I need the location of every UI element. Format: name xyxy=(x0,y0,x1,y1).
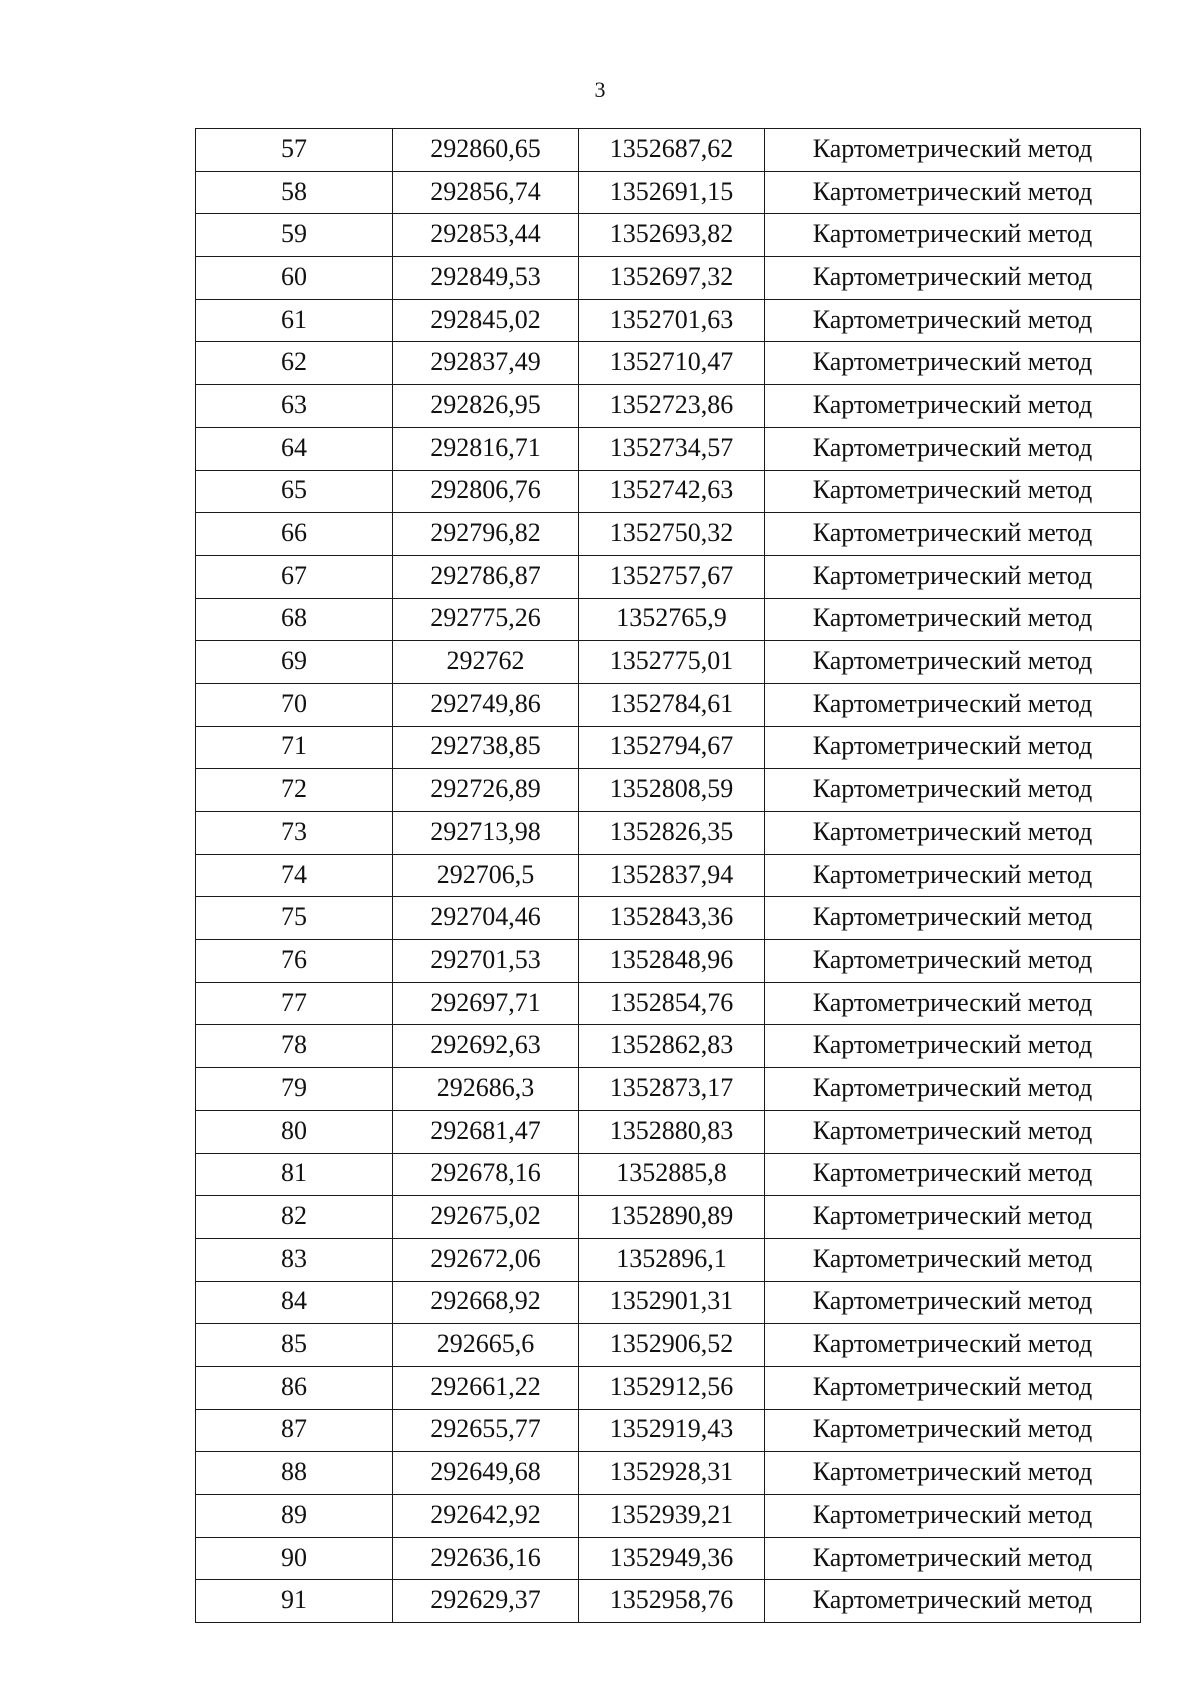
x-coordinate-cell: 292849,53 xyxy=(393,257,579,300)
method-cell: Картометрический метод xyxy=(765,555,1141,598)
table-row xyxy=(196,769,1141,812)
point-number-cell: 69 xyxy=(196,641,393,684)
x-coordinate-cell: 292636,16 xyxy=(393,1537,579,1580)
y-coordinate-cell: 1352949,36 xyxy=(579,1537,765,1580)
method-cell: Картометрический метод xyxy=(765,812,1141,855)
x-coordinate-cell: 292706,5 xyxy=(393,854,579,897)
y-coordinate-cell: 1352794,67 xyxy=(579,726,765,769)
x-coordinate-cell: 292665,6 xyxy=(393,1324,579,1367)
method-cell: Картометрический метод xyxy=(765,641,1141,684)
x-coordinate-cell: 292796,82 xyxy=(393,513,579,556)
table-row xyxy=(196,982,1141,1025)
method-cell: Картометрический метод xyxy=(765,342,1141,385)
point-number-cell: 87 xyxy=(196,1409,393,1452)
method-cell: Картометрический метод xyxy=(765,257,1141,300)
point-number-cell: 58 xyxy=(196,171,393,214)
method-cell: Картометрический метод xyxy=(765,940,1141,983)
table-row xyxy=(196,1495,1141,1538)
method-cell: Картометрический метод xyxy=(765,299,1141,342)
x-coordinate-cell: 292806,76 xyxy=(393,470,579,513)
table-row xyxy=(196,257,1141,300)
method-cell: Картометрический метод xyxy=(765,769,1141,812)
y-coordinate-cell: 1352880,83 xyxy=(579,1110,765,1153)
table-row xyxy=(196,1366,1141,1409)
x-coordinate-cell: 292856,74 xyxy=(393,171,579,214)
x-coordinate-cell: 292649,68 xyxy=(393,1452,579,1495)
y-coordinate-cell: 1352701,63 xyxy=(579,299,765,342)
y-coordinate-cell: 1352885,8 xyxy=(579,1153,765,1196)
table-row xyxy=(196,940,1141,983)
y-coordinate-cell: 1352784,61 xyxy=(579,683,765,726)
method-cell: Картометрический метод xyxy=(765,385,1141,428)
x-coordinate-cell: 292655,77 xyxy=(393,1409,579,1452)
point-number-cell: 76 xyxy=(196,940,393,983)
x-coordinate-cell: 292749,86 xyxy=(393,683,579,726)
x-coordinate-cell: 292826,95 xyxy=(393,385,579,428)
x-coordinate-cell: 292675,02 xyxy=(393,1196,579,1239)
y-coordinate-cell: 1352697,32 xyxy=(579,257,765,300)
y-coordinate-cell: 1352958,76 xyxy=(579,1580,765,1623)
table-row xyxy=(196,1238,1141,1281)
table-row xyxy=(196,385,1141,428)
point-number-cell: 64 xyxy=(196,427,393,470)
point-number-cell: 63 xyxy=(196,385,393,428)
point-number-cell: 91 xyxy=(196,1580,393,1623)
coordinates-table-body xyxy=(196,129,1141,1623)
table-row xyxy=(196,513,1141,556)
y-coordinate-cell: 1352901,31 xyxy=(579,1281,765,1324)
table-row xyxy=(196,598,1141,641)
method-cell: Картометрический метод xyxy=(765,1196,1141,1239)
method-cell: Картометрический метод xyxy=(765,427,1141,470)
table-row xyxy=(196,1025,1141,1068)
point-number-cell: 59 xyxy=(196,214,393,257)
method-cell: Картометрический метод xyxy=(765,1068,1141,1111)
table-row xyxy=(196,299,1141,342)
method-cell: Картометрический метод xyxy=(765,1238,1141,1281)
x-coordinate-cell: 292853,44 xyxy=(393,214,579,257)
method-cell: Картометрический метод xyxy=(765,1537,1141,1580)
point-number-cell: 84 xyxy=(196,1281,393,1324)
x-coordinate-cell: 292738,85 xyxy=(393,726,579,769)
method-cell: Картометрический метод xyxy=(765,1281,1141,1324)
table-row xyxy=(196,1068,1141,1111)
point-number-cell: 77 xyxy=(196,982,393,1025)
point-number-cell: 89 xyxy=(196,1495,393,1538)
point-number-cell: 78 xyxy=(196,1025,393,1068)
point-number-cell: 81 xyxy=(196,1153,393,1196)
coordinates-table xyxy=(195,128,1141,1623)
method-cell: Картометрический метод xyxy=(765,726,1141,769)
point-number-cell: 88 xyxy=(196,1452,393,1495)
table-row xyxy=(196,683,1141,726)
point-number-cell: 80 xyxy=(196,1110,393,1153)
method-cell: Картометрический метод xyxy=(765,1153,1141,1196)
table-row xyxy=(196,214,1141,257)
x-coordinate-cell: 292672,06 xyxy=(393,1238,579,1281)
point-number-cell: 68 xyxy=(196,598,393,641)
y-coordinate-cell: 1352691,15 xyxy=(579,171,765,214)
y-coordinate-cell: 1352843,36 xyxy=(579,897,765,940)
method-cell: Картометрический метод xyxy=(765,171,1141,214)
point-number-cell: 70 xyxy=(196,683,393,726)
x-coordinate-cell: 292686,3 xyxy=(393,1068,579,1111)
x-coordinate-cell: 292860,65 xyxy=(393,129,579,172)
point-number-cell: 83 xyxy=(196,1238,393,1281)
x-coordinate-cell: 292668,92 xyxy=(393,1281,579,1324)
x-coordinate-cell: 292678,16 xyxy=(393,1153,579,1196)
y-coordinate-cell: 1352837,94 xyxy=(579,854,765,897)
method-cell: Картометрический метод xyxy=(765,1366,1141,1409)
y-coordinate-cell: 1352928,31 xyxy=(579,1452,765,1495)
table-row xyxy=(196,342,1141,385)
point-number-cell: 71 xyxy=(196,726,393,769)
method-cell: Картометрический метод xyxy=(765,1324,1141,1367)
method-cell: Картометрический метод xyxy=(765,1452,1141,1495)
x-coordinate-cell: 292692,63 xyxy=(393,1025,579,1068)
table-row xyxy=(196,470,1141,513)
table-row xyxy=(196,1409,1141,1452)
y-coordinate-cell: 1352765,9 xyxy=(579,598,765,641)
table-row xyxy=(196,897,1141,940)
y-coordinate-cell: 1352750,32 xyxy=(579,513,765,556)
point-number-cell: 62 xyxy=(196,342,393,385)
x-coordinate-cell: 292629,37 xyxy=(393,1580,579,1623)
y-coordinate-cell: 1352896,1 xyxy=(579,1238,765,1281)
method-cell: Картометрический метод xyxy=(765,214,1141,257)
table-row xyxy=(196,1452,1141,1495)
x-coordinate-cell: 292762 xyxy=(393,641,579,684)
y-coordinate-cell: 1352873,17 xyxy=(579,1068,765,1111)
point-number-cell: 79 xyxy=(196,1068,393,1111)
method-cell: Картометрический метод xyxy=(765,470,1141,513)
x-coordinate-cell: 292713,98 xyxy=(393,812,579,855)
table-row xyxy=(196,1281,1141,1324)
table-row xyxy=(196,1537,1141,1580)
method-cell: Картометрический метод xyxy=(765,1495,1141,1538)
y-coordinate-cell: 1352710,47 xyxy=(579,342,765,385)
table-row xyxy=(196,1153,1141,1196)
method-cell: Картометрический метод xyxy=(765,129,1141,172)
method-cell: Картометрический метод xyxy=(765,1025,1141,1068)
method-cell: Картометрический метод xyxy=(765,982,1141,1025)
point-number-cell: 75 xyxy=(196,897,393,940)
x-coordinate-cell: 292661,22 xyxy=(393,1366,579,1409)
point-number-cell: 85 xyxy=(196,1324,393,1367)
method-cell: Картометрический метод xyxy=(765,513,1141,556)
method-cell: Картометрический метод xyxy=(765,1409,1141,1452)
point-number-cell: 57 xyxy=(196,129,393,172)
method-cell: Картометрический метод xyxy=(765,1580,1141,1623)
table-row xyxy=(196,641,1141,684)
table-row xyxy=(196,1196,1141,1239)
y-coordinate-cell: 1352890,89 xyxy=(579,1196,765,1239)
point-number-cell: 74 xyxy=(196,854,393,897)
table-row xyxy=(196,854,1141,897)
y-coordinate-cell: 1352808,59 xyxy=(579,769,765,812)
point-number-cell: 73 xyxy=(196,812,393,855)
x-coordinate-cell: 292681,47 xyxy=(393,1110,579,1153)
y-coordinate-cell: 1352919,43 xyxy=(579,1409,765,1452)
y-coordinate-cell: 1352742,63 xyxy=(579,470,765,513)
method-cell: Картометрический метод xyxy=(765,1110,1141,1153)
point-number-cell: 61 xyxy=(196,299,393,342)
point-number-cell: 90 xyxy=(196,1537,393,1580)
method-cell: Картометрический метод xyxy=(765,683,1141,726)
x-coordinate-cell: 292701,53 xyxy=(393,940,579,983)
y-coordinate-cell: 1352723,86 xyxy=(579,385,765,428)
table-row xyxy=(196,812,1141,855)
x-coordinate-cell: 292845,02 xyxy=(393,299,579,342)
point-number-cell: 86 xyxy=(196,1366,393,1409)
point-number-cell: 65 xyxy=(196,470,393,513)
x-coordinate-cell: 292786,87 xyxy=(393,555,579,598)
table-row xyxy=(196,555,1141,598)
y-coordinate-cell: 1352906,52 xyxy=(579,1324,765,1367)
table-row xyxy=(196,1324,1141,1367)
y-coordinate-cell: 1352939,21 xyxy=(579,1495,765,1538)
x-coordinate-cell: 292704,46 xyxy=(393,897,579,940)
table-row xyxy=(196,129,1141,172)
page-number: 3 xyxy=(594,77,606,102)
table-row xyxy=(196,427,1141,470)
x-coordinate-cell: 292837,49 xyxy=(393,342,579,385)
table-row xyxy=(196,1110,1141,1153)
x-coordinate-cell: 292726,89 xyxy=(393,769,579,812)
table-row xyxy=(196,726,1141,769)
method-cell: Картометрический метод xyxy=(765,854,1141,897)
y-coordinate-cell: 1352854,76 xyxy=(579,982,765,1025)
point-number-cell: 67 xyxy=(196,555,393,598)
y-coordinate-cell: 1352826,35 xyxy=(579,812,765,855)
table-row xyxy=(196,171,1141,214)
y-coordinate-cell: 1352848,96 xyxy=(579,940,765,983)
y-coordinate-cell: 1352734,57 xyxy=(579,427,765,470)
point-number-cell: 60 xyxy=(196,257,393,300)
x-coordinate-cell: 292775,26 xyxy=(393,598,579,641)
y-coordinate-cell: 1352775,01 xyxy=(579,641,765,684)
y-coordinate-cell: 1352687,62 xyxy=(579,129,765,172)
y-coordinate-cell: 1352862,83 xyxy=(579,1025,765,1068)
method-cell: Картометрический метод xyxy=(765,598,1141,641)
method-cell: Картометрический метод xyxy=(765,897,1141,940)
point-number-cell: 66 xyxy=(196,513,393,556)
x-coordinate-cell: 292697,71 xyxy=(393,982,579,1025)
point-number-cell: 82 xyxy=(196,1196,393,1239)
table-row xyxy=(196,1580,1141,1623)
y-coordinate-cell: 1352912,56 xyxy=(579,1366,765,1409)
x-coordinate-cell: 292642,92 xyxy=(393,1495,579,1538)
y-coordinate-cell: 1352693,82 xyxy=(579,214,765,257)
point-number-cell: 72 xyxy=(196,769,393,812)
y-coordinate-cell: 1352757,67 xyxy=(579,555,765,598)
x-coordinate-cell: 292816,71 xyxy=(393,427,579,470)
